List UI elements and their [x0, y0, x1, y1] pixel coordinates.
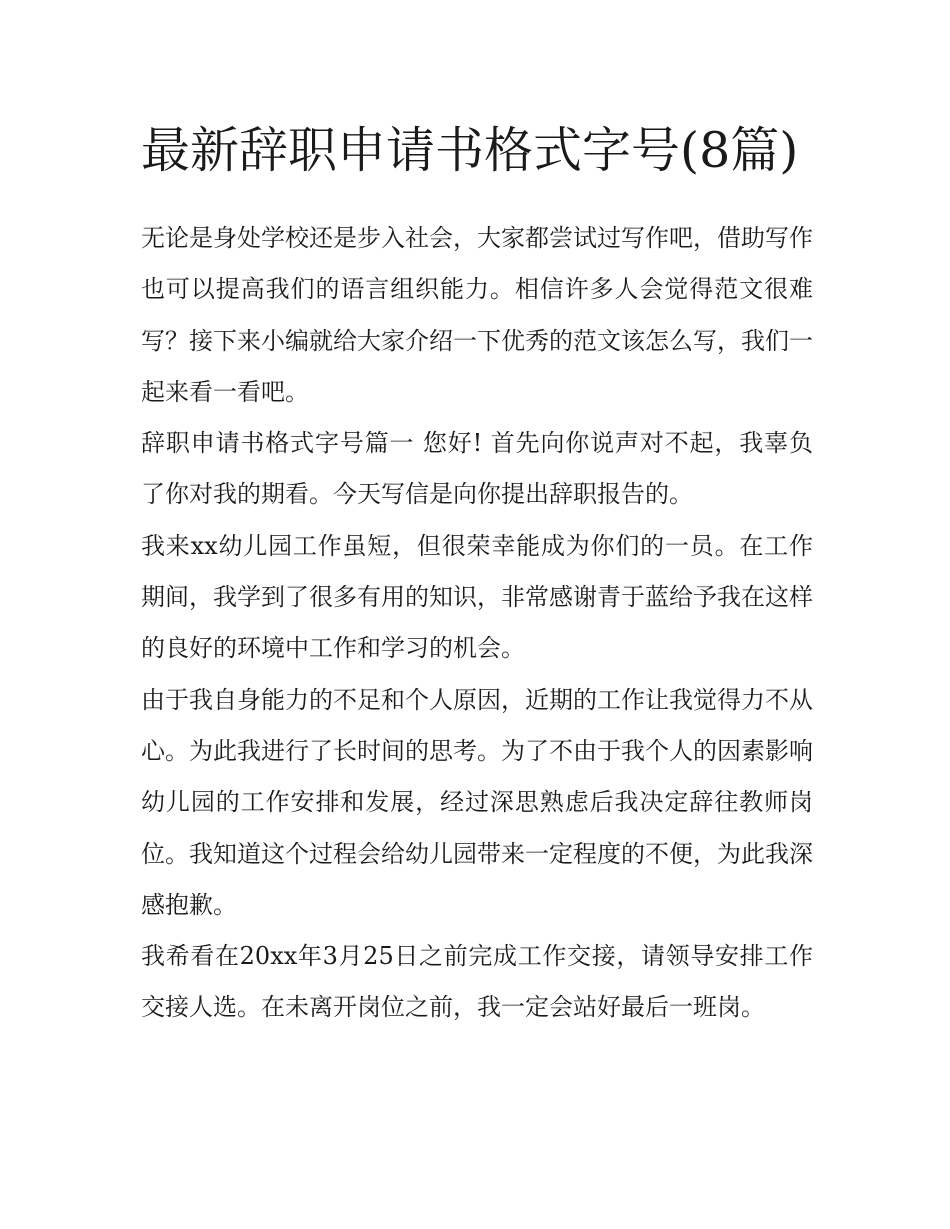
paragraph-greeting: 辞职申请书格式字号篇一 您好! 首先向你说声对不起，我辜负了你对我的期看。今天写信是向你提出辞职报告的。 — [141, 429, 813, 509]
document-title: 最新辞职申请书格式字号(8篇) — [141, 122, 799, 179]
paragraph-handover: 我希看在20xx年3月25日之前完成工作交接，请领导安排工作交接人选。在未离开岗位之前，我一定会站好最后一班岗。 — [141, 942, 813, 1022]
paragraph-intro: 无论是身处学校还是步入社会，大家都尝试过写作吧，借助写作也可以提高我们的语言组织能力。相信许多人会觉得范文很难写？接下来小编就给大家介绍一下优秀的范文该怎么写，我们一起来看一看吧。 — [141, 224, 813, 406]
paragraph-reason: 由于我自身能力的不足和个人原因，近期的工作让我觉得力不从心。为此我进行了长时间的思考。为了不由于我个人的因素影响幼儿园的工作安排和发展，经过深思熟虑后我决定辞往教师岗位。我知道这个过程会给幼儿园带来一定程度的不便，为此我深感抱歉。 — [141, 685, 813, 919]
paragraph-work-experience: 我来xx幼儿园工作虽短，但很荣幸能成为你们的一员。在工作期间，我学到了很多有用的知识，非常感谢青于蓝给予我在这样的良好的环境中工作和学习的机会。 — [141, 531, 813, 663]
document-body — [141, 213, 813, 1034]
document-page — [141, 112, 813, 1034]
